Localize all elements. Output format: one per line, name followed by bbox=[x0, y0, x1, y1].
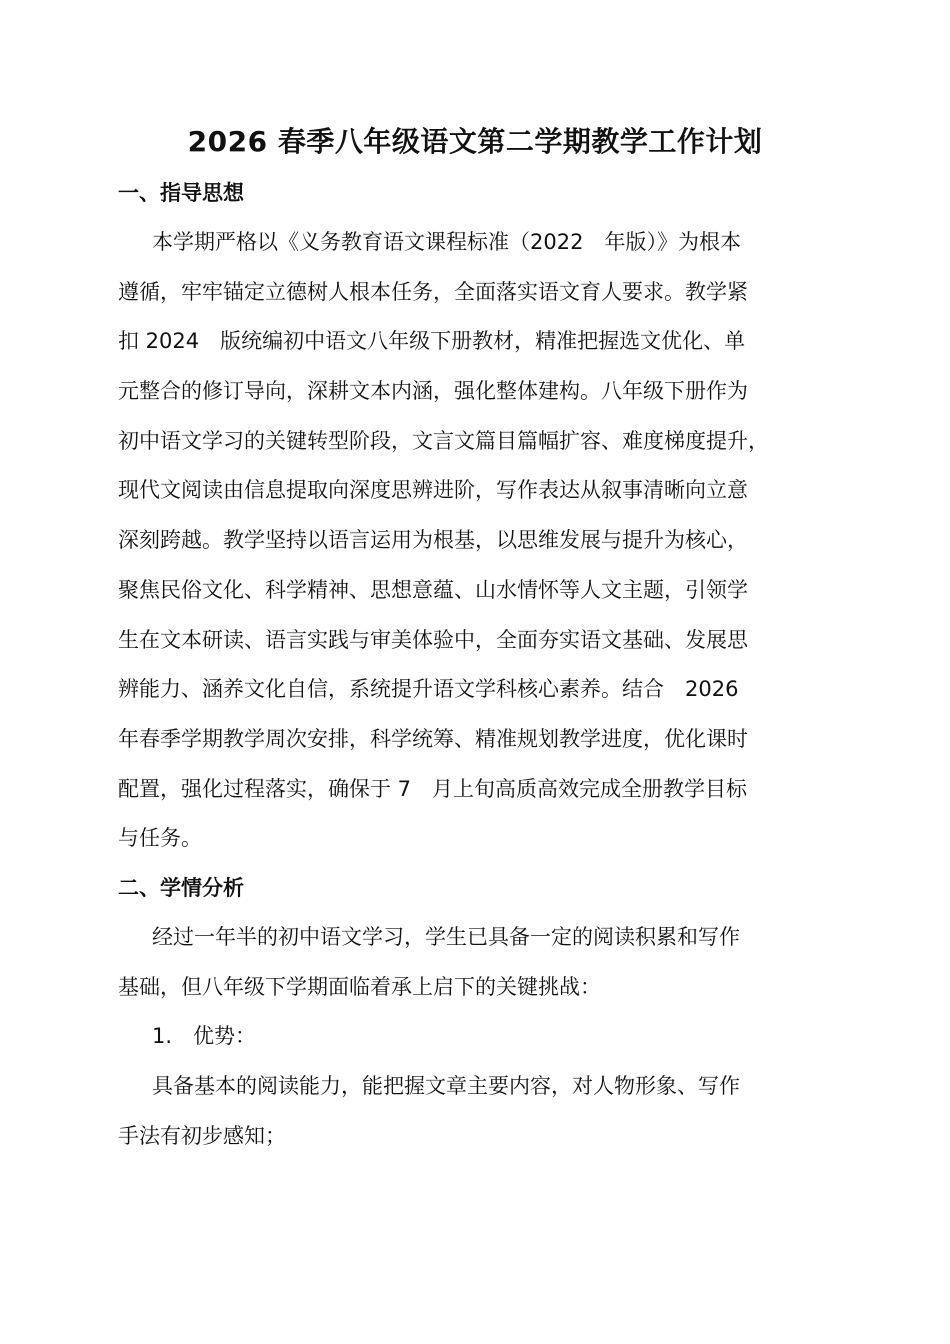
paragraph-line: 配置，强化过程落实，确保于 7 月上旬高质高效完成全册教学目标 bbox=[118, 777, 748, 801]
paragraph-line: 经过一年半的初中语文学习，学生已具备一定的阅读积累和写作 bbox=[152, 925, 740, 949]
paragraph-line: 遵循，牢牢锚定立德树人根本任务，全面落实语文育人要求。教学紧 bbox=[118, 280, 748, 304]
paragraph-line: 深刻跨越。教学坚持以语言运用为根基，以思维发展与提升为核心， bbox=[118, 528, 748, 552]
section-heading-guiding-ideology: 一、指导思想 bbox=[118, 181, 244, 205]
paragraph-line: 现代文阅读由信息提取向深度思辨进阶，写作表达从叙事清晰向立意 bbox=[118, 478, 748, 502]
document-title: 2026 春季八年级语文第二学期教学工作计划 bbox=[187, 125, 763, 158]
paragraph-line: 与任务。 bbox=[118, 826, 202, 850]
paragraph-line: 生在文本研读、语言实践与审美体验中，全面夯实语文基础、发展思 bbox=[118, 628, 748, 652]
paragraph-line: 具备基本的阅读能力，能把握文章主要内容，对人物形象、写作 bbox=[152, 1074, 740, 1098]
paragraph-line: 扣 2024 版统编初中语文八年级下册教材，精准把握选文优化、单 bbox=[118, 329, 746, 353]
paragraph-line: 年春季学期教学周次安排，科学统筹、精准规划教学进度，优化课时 bbox=[118, 727, 748, 751]
paragraph-line: 初中语文学习的关键转型阶段，文言文篇目篇幅扩容、难度梯度提升， bbox=[118, 429, 769, 453]
section-heading-student-analysis: 二、学情分析 bbox=[118, 876, 244, 900]
paragraph-line: 基础，但八年级下学期面临着承上启下的关键挑战： bbox=[118, 975, 601, 999]
paragraph-line: 辨能力、涵养文化自信，系统提升语文学科核心素养。结合 2026 bbox=[118, 677, 739, 701]
paragraph-line: 聚焦民俗文化、科学精神、思想意蕴、山水情怀等人文主题，引领学 bbox=[118, 578, 748, 602]
paragraph-line: 本学期严格以《义务教育语文课程标准（2022 年版）》为根本 bbox=[152, 230, 741, 254]
paragraph-line: 手法有初步感知； bbox=[118, 1124, 286, 1148]
list-item-label: 1. 优势： bbox=[152, 1024, 257, 1048]
paragraph-line: 元整合的修订导向，深耕文本内涵，强化整体建构。八年级下册作为 bbox=[118, 379, 748, 403]
